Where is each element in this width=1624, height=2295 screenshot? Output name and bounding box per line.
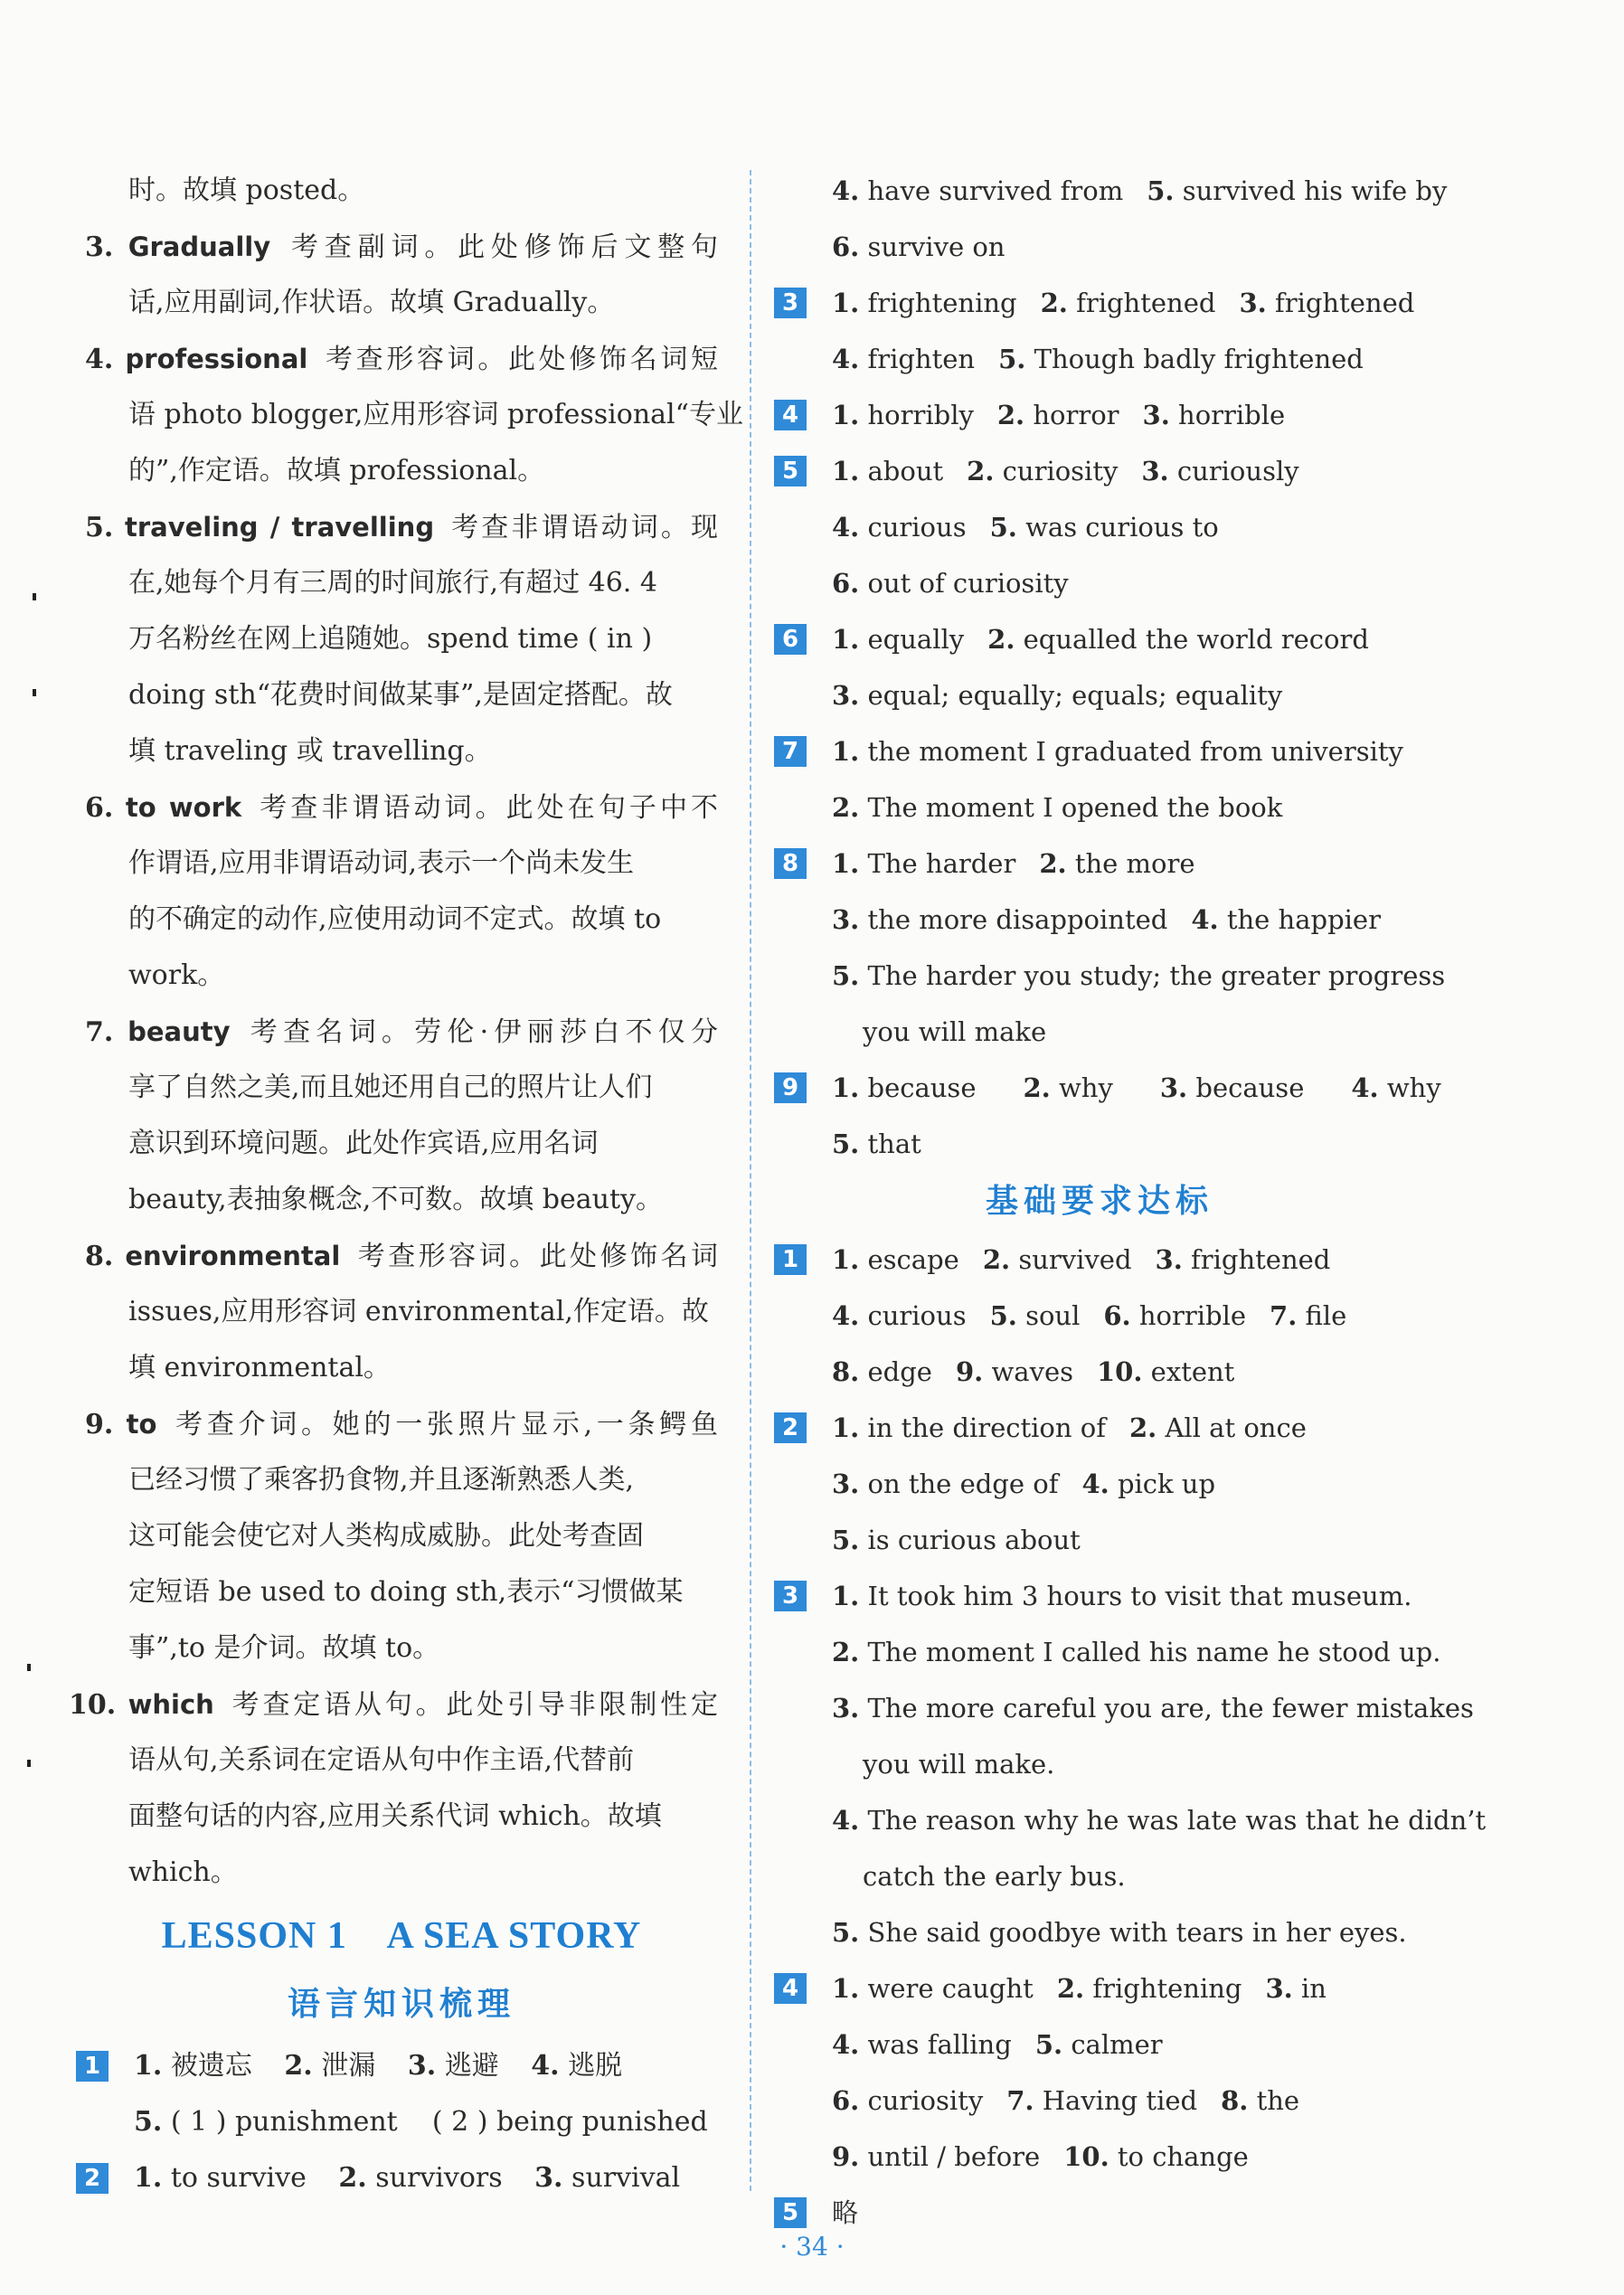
text-line: 面整句话的内容,应用关系代词 which。故填 [128, 1800, 662, 1832]
answer-item-7: 7. beauty 考查名词。劳伦·伊丽莎白不仅分 [85, 1016, 718, 1048]
exercise-badge: 1 [774, 1244, 807, 1275]
text-line: 5. ( 1 ) punishment ( 2 ) being punished [134, 2106, 708, 2138]
text-line: 语 photo blogger,应用形容词 professional“专业 [128, 399, 743, 430]
text-line: beauty,表抽象概念,不可数。故填 beauty。 [128, 1184, 663, 1215]
answer-item-9: 9. to 考查介词。她的一张照片显示,一条鳄鱼 [85, 1409, 718, 1440]
margin-mark [27, 1760, 31, 1767]
exercise-6: 6 1. equally 2. equalled the world record [774, 611, 1425, 667]
exercise-badge: 6 [774, 624, 807, 655]
text-line: 3. equal; equally; equals; equality [832, 680, 1283, 711]
text-line: 4. was falling 5. calmer [832, 2029, 1163, 2060]
text-line: 6. curiosity 7. Having tied 8. the [832, 2085, 1300, 2116]
text-line: 定短语 be used to doing sth,表示“习惯做某 [128, 1576, 684, 1608]
text-line: 的”,作定语。故填 professional。 [128, 455, 545, 486]
exercise-s3: 3 1. It took him 3 hours to visit that museum. [774, 1568, 1425, 1624]
text-line: 在,她每个月有三周的时间旅行,有超过 46. 4 [128, 567, 657, 599]
section-title: 基础要求达标 [985, 1183, 1213, 1220]
exercise-7: 7 1. the moment I graduated from university [774, 723, 1425, 779]
text-line: 4. curious 5. was curious to [832, 512, 1219, 543]
text-line: 已经习惯了乘客扔食物,并且逐渐熟悉人类, [128, 1464, 635, 1496]
text-line: you will make. [863, 1749, 1055, 1780]
exercise-badge: 7 [774, 736, 807, 767]
text-line: 5. She said goodbye with tears in her eyes. [832, 1917, 1407, 1948]
text-line: 4. have survived from 5. survived his wife by [832, 175, 1448, 206]
exercise-badge: 3 [774, 1581, 807, 1611]
text-line: 填 traveling 或 travelling。 [128, 735, 492, 767]
text-line: 语从句,关系词在定语从句中作主语,代替前 [128, 1744, 635, 1776]
exercise-badge: 3 [774, 288, 807, 318]
answer-item-4: 4. professional 考查形容词。此处修饰名词短 [85, 344, 718, 375]
exercise-5: 5 1. about 2. curiosity 3. curiously [774, 443, 1425, 499]
text-line: 8. edge 9. waves 10. extent [832, 1356, 1235, 1387]
text-line: 这可能会使它对人类构成威胁。此处考查固 [128, 1520, 644, 1552]
text-line: catch the early bus. [863, 1861, 1126, 1892]
text-line: 4. The reason why he was late was that he didn’t [832, 1805, 1487, 1836]
exercise-s1: 1 1. escape 2. survived 3. frightened [774, 1232, 1425, 1288]
exercise-badge: 9 [774, 1072, 807, 1103]
text-line: 3. on the edge of 4. pick up [832, 1469, 1216, 1499]
text-line: 4. curious 5. soul 6. horrible 7. file [832, 1300, 1347, 1331]
text-line: issues,应用形容词 environmental,作定语。故 [128, 1296, 709, 1327]
margin-mark [33, 593, 36, 600]
exercise-badge: 2 [774, 1412, 807, 1443]
exercise-8: 8 1. The harder 2. the more [774, 836, 1425, 892]
text-line: doing sth“花费时间做某事”,是固定搭配。故 [128, 679, 673, 711]
answer-item-5: 5. traveling / travelling 考查非谓语动词。现 [85, 512, 718, 543]
text-line: 3. the more disappointed 4. the happier [832, 904, 1381, 935]
margin-mark [33, 689, 36, 696]
exercise-s5: 5 略 [774, 2185, 1425, 2241]
text-line: 的不确定的动作,应使用动词不定式。故填 to [128, 903, 662, 935]
exercise-4: 4 1. horribly 2. horror 3. horrible [774, 387, 1425, 443]
exercise-badge: 1 [76, 2051, 109, 2082]
text-line: 话,应用副词,作状语。故填 Gradually。 [128, 287, 615, 318]
text-line: 6. out of curiosity [832, 568, 1069, 599]
text-line: 6. survive on [832, 231, 1006, 262]
text-line: 意识到环境问题。此处作宾语,应用名词 [128, 1128, 599, 1159]
exercise-badge: 5 [774, 2197, 807, 2228]
lesson-title: LESSON 1 A SEA STORY [161, 1915, 642, 1957]
text-line: 5. that [832, 1129, 921, 1159]
margin-mark [27, 1664, 31, 1671]
left-column [69, 163, 743, 2206]
answer-item-10: 10. which 考查定语从句。此处引导非限制性定 [69, 1689, 719, 1721]
exercise-badge: 5 [774, 456, 807, 486]
exercise-9: 9 1. because 2. why 3. because 4. why [774, 1060, 1425, 1116]
text-line: 5. is curious about [832, 1525, 1081, 1555]
exercise-1: 1 1. 被遗忘 2. 泄漏 3. 逃避 4. 逃脱 [76, 2038, 718, 2094]
exercise-badge: 4 [774, 1973, 807, 2004]
exercise-2: 2 1. to survive 2. survivors 3. survival [76, 2150, 718, 2206]
answer-item-6: 6. to work 考查非谓语动词。此处在句子中不 [85, 792, 718, 824]
exercise-badge: 2 [76, 2163, 109, 2194]
text-line: 时。故填 posted。 [128, 175, 365, 206]
page-number: · 34 · [779, 2232, 845, 2262]
text-line: 5. The harder you study; the greater progress [832, 960, 1446, 991]
text-line: 4. frighten 5. Though badly frightened [832, 344, 1364, 374]
text-line: which。 [128, 1856, 238, 1888]
exercise-3: 3 1. frightening 2. frightened 3. frightened [774, 275, 1425, 331]
text-line: 2. The moment I opened the book [832, 792, 1283, 823]
section-title: 语言知识梳理 [287, 1986, 515, 2023]
column-divider [750, 170, 751, 2191]
text-line: 9. until / before 10. to change [832, 2141, 1249, 2172]
text-line: 作谓语,应用非谓语动词,表示一个尚未发生 [128, 847, 635, 879]
exercise-s2: 2 1. in the direction of 2. All at once [774, 1400, 1425, 1456]
exercise-s4: 4 1. were caught 2. frightening 3. in [774, 1960, 1425, 2016]
right-column [774, 163, 1487, 2241]
answer-item-3: 3. Gradually 考查副词。此处修饰后文整句 [85, 231, 718, 263]
exercise-badge: 4 [774, 400, 807, 430]
text-line: you will make [863, 1016, 1047, 1047]
text-line: 2. The moment I called his name he stood up. [832, 1637, 1441, 1667]
exercise-badge: 8 [774, 848, 807, 879]
text-line: 填 environmental。 [128, 1352, 391, 1384]
text-line: 万名粉丝在网上追随她。spend time ( in ) [128, 623, 653, 655]
text-line: 事”,to 是介词。故填 to。 [128, 1632, 440, 1664]
text-line: work。 [128, 959, 225, 991]
text-line: 享了自然之美,而且她还用自己的照片让人们 [128, 1072, 653, 1103]
answer-item-8: 8. environmental 考查形容词。此处修饰名词 [85, 1241, 718, 1272]
text-line: 3. The more careful you are, the fewer mistakes [832, 1693, 1474, 1724]
